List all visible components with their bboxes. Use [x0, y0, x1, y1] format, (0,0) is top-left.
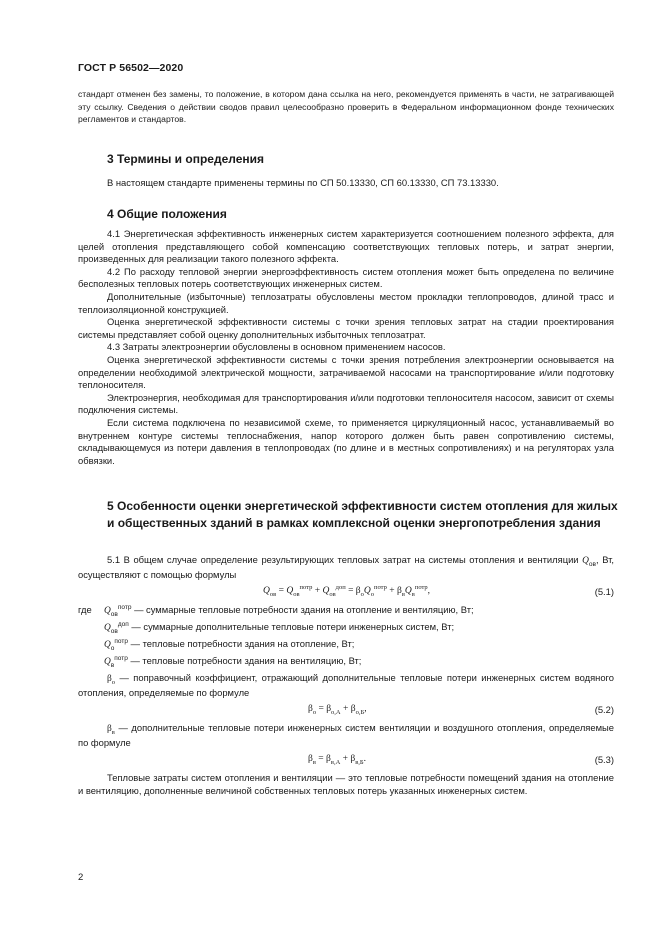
formula-5-3-number: (5.3) — [594, 754, 614, 765]
paragraph-4-3: 4.3 Затраты электроэнергии обусловлены в основном применением насосов. — [107, 341, 446, 353]
definition-item: $Q_о^{потр}$ — тепловые потребности здания на отопление, Вт; — [104, 637, 355, 652]
formula-5-2: $\beta_о = \beta_{о,А} + \beta_{о,Б}$, (5.2) — [308, 704, 614, 716]
definition-item: $Q_{ов}^{доп}$ — суммарные дополнительные тепловые потери инженерных систем, Вт; — [104, 620, 455, 635]
where-label: где — [78, 604, 92, 615]
formula-5-3: $\beta_в = \beta_{в,А} + \beta_{в,Б}$. (5.3) — [308, 754, 614, 766]
paragraph-4-2: 4.2 По расходу тепловой энергии энергоэффективность систем отопления может быть определена по величине бесполезных тепловых потерь соответствующих инженерных систем. — [78, 265, 614, 290]
beta-o-definition: $\beta_о$ — поправочный коэффициент, отражающий дополнительные тепловые потери инженерных систем водяного отопления, определяемые по формуле — [78, 672, 614, 698]
paragraph-4-3-a: Оценка энергетической эффективности системы с точки зрения потребления электроэнергии основывается на определении необходимой электрической мощности, затрачиваемой насосами на транспортирование и/или подготовку теплоносителя. — [78, 353, 614, 391]
formula-5-2-number: (5.2) — [594, 704, 614, 715]
paragraph-4-1: 4.1 Энергетическая эффективность инженерных систем характеризуется соотношением полезного эффекта, для целей отопления представляющего собой компенсацию соответствующих тепловых потерь, и затрат энергии, произведенных для реализации такого полезного эффекта. — [78, 228, 614, 265]
formula-5-1-number: (5.1) — [594, 586, 614, 597]
definition-item: $Q_{ов}^{потр}$ — суммарные тепловые потребности здания на отопление и вентиляцию, Вт; — [104, 603, 474, 618]
section-3-text: В настоящем стандарте применены термины по СП 50.13330, СП 60.13330, СП 73.13330. — [107, 177, 499, 188]
closing-paragraph: Тепловые затраты систем отопления и вентиляции — это тепловые потребности помещений здания на отопление и вентиляцию, дополненные величиной собственных тепловых потерь указанных инженерных систем. — [78, 772, 614, 796]
section-4-body — [78, 228, 614, 467]
section-3-title: 3 Термины и определения — [107, 152, 265, 166]
paragraph-4-3-c: Если система подключена по независимой схеме, то применяется циркуляционный насос, устанавливаемый во внутреннем контуре системы теплоснабжения, напор которого должен быть равен сопротивлению системы, складывающемуся из потери давления в теплопроводах (по длине и в местных сопротивлениях) и на регуляторах узла обвязки. — [78, 416, 614, 466]
section-5-body — [78, 553, 614, 797]
paragraph-4-2-b: Оценка энергетической эффективности системы с точки зрения тепловых затрат на стадии проектирования системы представляет собой оценку дополнительных избыточных теплозатрат. — [78, 316, 614, 340]
document-header: ГОСТ Р 56502—2020 — [78, 62, 184, 74]
formula-5-1: $Q_{ов} = Q_{ов}^{потр} + Q_{ов}^{доп} = \beta_оQ_о^{потр} + \beta_вQ_в^{потр}$, (5.1) — [263, 583, 614, 598]
paragraph-4-2-a: Дополнительные (избыточные) теплозатраты обусловлены местом прокладки теплопроводов, длиной трасс и теплоизоляционной конструкцией. — [78, 290, 614, 315]
where-block — [78, 603, 614, 669]
definition-item: $Q_в^{потр}$ — тепловые потребности здания на вентиляцию, Вт; — [104, 654, 362, 669]
beta-v-definition: $\beta_в$ — дополнительные тепловые потери инженерных систем вентиляции и воздушного отопления, определяемые по формуле — [78, 722, 614, 748]
page-number: 2 — [78, 872, 84, 883]
paragraph-5-1: 5.1 В общем случае определение результирующих тепловых затрат на системы отопления и вентиляции $Q_{ов}$, Вт, осуществляют с помощью формулы — [78, 554, 614, 580]
intro-paragraph: стандарт отменен без замены, то положение, в котором дана ссылка на него, рекомендуется применять в части, не затрагивающей эту ссылку. Сведения о действии сводов правил целесообразно проверить в Федеральном информационном фонде технических регламентов и стандартов. — [78, 89, 614, 124]
section-5-title: 5 Особенности оценки энергетической эффективности систем отопления для жилых и общественных зданий в рамках комплексной оценки энергопотребления здания — [107, 499, 618, 530]
section-4-title: 4 Общие положения — [107, 207, 227, 221]
paragraph-4-3-b: Электроэнергия, необходимая для транспортирования и/или подготовки теплоносителя насосом, зависит от схемы подключения системы. — [78, 391, 614, 416]
